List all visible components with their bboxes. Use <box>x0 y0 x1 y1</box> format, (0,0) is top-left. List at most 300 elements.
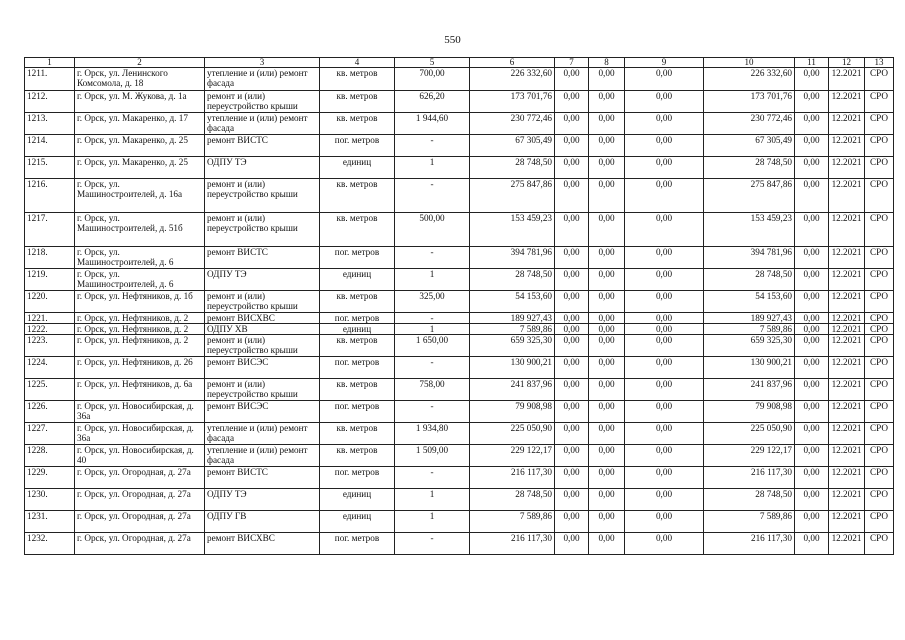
quantity-cell: - <box>395 247 470 269</box>
column-header: 11 <box>795 58 829 68</box>
cost-cell: 0,00 <box>625 135 704 157</box>
unit-cell: кв. метров <box>320 179 395 213</box>
completion-date-cell: 12.2021 <box>829 423 865 445</box>
cost-cell: 0,00 <box>795 179 829 213</box>
column-header: 2 <box>75 58 205 68</box>
repair-schedule-table <box>24 57 894 555</box>
unit-cell: кв. метров <box>320 113 395 135</box>
quantity-cell: 758,00 <box>395 379 470 401</box>
address-cell: г. Орск, ул. Макаренко, д. 25 <box>75 135 205 157</box>
cost-cell: 0,00 <box>555 269 589 291</box>
cost-cell: 0,00 <box>795 68 829 91</box>
cost-cell: 0,00 <box>555 291 589 313</box>
cost-cell: 0,00 <box>795 313 829 324</box>
fund-cost-cell: 173 701,76 <box>704 91 795 113</box>
unit-cell: единиц <box>320 324 395 335</box>
fund-cost-cell: 153 459,23 <box>704 213 795 247</box>
address-cell: г. Орск, ул. Ленинского Комсомола, д. 18 <box>75 68 205 91</box>
cost-cell: 0,00 <box>625 179 704 213</box>
unit-cell: пог. метров <box>320 313 395 324</box>
row-number: 1220. <box>25 291 75 313</box>
fund-cost-cell: 67 305,49 <box>704 135 795 157</box>
fund-cost-cell: 226 332,60 <box>704 68 795 91</box>
cost-cell: 0,00 <box>555 91 589 113</box>
funding-source-cell: СРО <box>865 379 894 401</box>
funding-source-cell: СРО <box>865 113 894 135</box>
table-row <box>25 179 894 213</box>
column-header: 5 <box>395 58 470 68</box>
row-number: 1230. <box>25 489 75 511</box>
fund-cost-cell: 28 748,50 <box>704 489 795 511</box>
quantity-cell: 1 509,00 <box>395 445 470 467</box>
cost-cell: 0,00 <box>555 335 589 357</box>
column-header: 7 <box>555 58 589 68</box>
total-cost-cell: 275 847,86 <box>470 179 555 213</box>
cost-cell: 0,00 <box>555 533 589 555</box>
cost-cell: 0,00 <box>589 213 625 247</box>
cost-cell: 0,00 <box>589 511 625 533</box>
funding-source-cell: СРО <box>865 533 894 555</box>
funding-source-cell: СРО <box>865 247 894 269</box>
cost-cell: 0,00 <box>625 467 704 489</box>
cost-cell: 0,00 <box>555 511 589 533</box>
quantity-cell: - <box>395 313 470 324</box>
row-number: 1229. <box>25 467 75 489</box>
work-type-cell: ремонт ВИСЭС <box>205 357 320 379</box>
cost-cell: 0,00 <box>795 291 829 313</box>
quantity-cell: 1 <box>395 489 470 511</box>
fund-cost-cell: 225 050,90 <box>704 423 795 445</box>
cost-cell: 0,00 <box>589 179 625 213</box>
work-type-cell: ОДПУ ТЭ <box>205 489 320 511</box>
funding-source-cell: СРО <box>865 467 894 489</box>
fund-cost-cell: 216 117,30 <box>704 467 795 489</box>
work-type-cell: утепление и (или) ремонт фасада <box>205 423 320 445</box>
completion-date-cell: 12.2021 <box>829 313 865 324</box>
quantity-cell: 626,20 <box>395 91 470 113</box>
cost-cell: 0,00 <box>555 247 589 269</box>
row-number: 1213. <box>25 113 75 135</box>
cost-cell: 0,00 <box>555 489 589 511</box>
fund-cost-cell: 54 153,60 <box>704 291 795 313</box>
cost-cell: 0,00 <box>589 423 625 445</box>
cost-cell: 0,00 <box>795 533 829 555</box>
cost-cell: 0,00 <box>589 135 625 157</box>
total-cost-cell: 67 305,49 <box>470 135 555 157</box>
address-cell: г. Орск, ул. Огородная, д. 27а <box>75 511 205 533</box>
table-row <box>25 335 894 357</box>
row-number: 1221. <box>25 313 75 324</box>
unit-cell: пог. метров <box>320 135 395 157</box>
fund-cost-cell: 241 837,96 <box>704 379 795 401</box>
unit-cell: пог. метров <box>320 247 395 269</box>
cost-cell: 0,00 <box>589 489 625 511</box>
total-cost-cell: 153 459,23 <box>470 213 555 247</box>
fund-cost-cell: 28 748,50 <box>704 269 795 291</box>
total-cost-cell: 216 117,30 <box>470 467 555 489</box>
total-cost-cell: 28 748,50 <box>470 157 555 179</box>
unit-cell: кв. метров <box>320 91 395 113</box>
table-row <box>25 533 894 555</box>
cost-cell: 0,00 <box>589 467 625 489</box>
cost-cell: 0,00 <box>625 269 704 291</box>
unit-cell: единиц <box>320 489 395 511</box>
table-row <box>25 379 894 401</box>
funding-source-cell: СРО <box>865 135 894 157</box>
cost-cell: 0,00 <box>555 68 589 91</box>
total-cost-cell: 226 332,60 <box>470 68 555 91</box>
cost-cell: 0,00 <box>589 379 625 401</box>
funding-source-cell: СРО <box>865 91 894 113</box>
unit-cell: кв. метров <box>320 213 395 247</box>
funding-source-cell: СРО <box>865 401 894 423</box>
page-number: 550 <box>444 34 461 46</box>
column-header: 6 <box>470 58 555 68</box>
cost-cell: 0,00 <box>555 423 589 445</box>
address-cell: г. Орск, ул. Новосибирская, д. 36а <box>75 401 205 423</box>
cost-cell: 0,00 <box>555 179 589 213</box>
work-type-cell: ОДПУ ТЭ <box>205 157 320 179</box>
address-cell: г. Орск, ул. Машиностроителей, д. 6 <box>75 269 205 291</box>
row-number: 1218. <box>25 247 75 269</box>
quantity-cell: 500,00 <box>395 213 470 247</box>
completion-date-cell: 12.2021 <box>829 489 865 511</box>
total-cost-cell: 28 748,50 <box>470 489 555 511</box>
completion-date-cell: 12.2021 <box>829 533 865 555</box>
table-row <box>25 401 894 423</box>
cost-cell: 0,00 <box>589 357 625 379</box>
work-type-cell: ремонт ВИСХВС <box>205 313 320 324</box>
completion-date-cell: 12.2021 <box>829 335 865 357</box>
unit-cell: кв. метров <box>320 445 395 467</box>
cost-cell: 0,00 <box>625 157 704 179</box>
quantity-cell: 700,00 <box>395 68 470 91</box>
cost-cell: 0,00 <box>555 467 589 489</box>
fund-cost-cell: 659 325,30 <box>704 335 795 357</box>
address-cell: г. Орск, ул. Новосибирская, д. 36а <box>75 423 205 445</box>
unit-cell: кв. метров <box>320 379 395 401</box>
completion-date-cell: 12.2021 <box>829 247 865 269</box>
address-cell: г. Орск, ул. Новосибирская, д. 40 <box>75 445 205 467</box>
table-row <box>25 135 894 157</box>
fund-cost-cell: 230 772,46 <box>704 113 795 135</box>
cost-cell: 0,00 <box>625 379 704 401</box>
completion-date-cell: 12.2021 <box>829 157 865 179</box>
quantity-cell: - <box>395 533 470 555</box>
cost-cell: 0,00 <box>589 68 625 91</box>
total-cost-cell: 241 837,96 <box>470 379 555 401</box>
table-row <box>25 291 894 313</box>
cost-cell: 0,00 <box>795 401 829 423</box>
address-cell: г. Орск, ул. Макаренко, д. 25 <box>75 157 205 179</box>
work-type-cell: ремонт и (или) переустройство крыши <box>205 213 320 247</box>
completion-date-cell: 12.2021 <box>829 179 865 213</box>
table-row <box>25 113 894 135</box>
column-header: 12 <box>829 58 865 68</box>
cost-cell: 0,00 <box>555 135 589 157</box>
funding-source-cell: СРО <box>865 324 894 335</box>
completion-date-cell: 12.2021 <box>829 401 865 423</box>
work-type-cell: ОДПУ ТЭ <box>205 269 320 291</box>
cost-cell: 0,00 <box>589 247 625 269</box>
cost-cell: 0,00 <box>589 313 625 324</box>
completion-date-cell: 12.2021 <box>829 135 865 157</box>
row-number: 1219. <box>25 269 75 291</box>
cost-cell: 0,00 <box>795 247 829 269</box>
quantity-cell: 1 934,80 <box>395 423 470 445</box>
table-row <box>25 157 894 179</box>
fund-cost-cell: 28 748,50 <box>704 157 795 179</box>
table-row <box>25 489 894 511</box>
total-cost-cell: 28 748,50 <box>470 269 555 291</box>
cost-cell: 0,00 <box>555 157 589 179</box>
address-cell: г. Орск, ул. Машиностроителей, д. 16а <box>75 179 205 213</box>
row-number: 1214. <box>25 135 75 157</box>
cost-cell: 0,00 <box>589 269 625 291</box>
row-number: 1222. <box>25 324 75 335</box>
total-cost-cell: 79 908,98 <box>470 401 555 423</box>
cost-cell: 0,00 <box>625 489 704 511</box>
cost-cell: 0,00 <box>795 157 829 179</box>
total-cost-cell: 173 701,76 <box>470 91 555 113</box>
row-number: 1225. <box>25 379 75 401</box>
cost-cell: 0,00 <box>589 324 625 335</box>
cost-cell: 0,00 <box>625 445 704 467</box>
cost-cell: 0,00 <box>625 113 704 135</box>
total-cost-cell: 7 589,86 <box>470 324 555 335</box>
quantity-cell: 1 650,00 <box>395 335 470 357</box>
table-row <box>25 313 894 324</box>
total-cost-cell: 229 122,17 <box>470 445 555 467</box>
cost-cell: 0,00 <box>555 113 589 135</box>
cost-cell: 0,00 <box>795 357 829 379</box>
cost-cell: 0,00 <box>589 335 625 357</box>
unit-cell: кв. метров <box>320 68 395 91</box>
fund-cost-cell: 275 847,86 <box>704 179 795 213</box>
funding-source-cell: СРО <box>865 291 894 313</box>
row-number: 1232. <box>25 533 75 555</box>
cost-cell: 0,00 <box>555 401 589 423</box>
cost-cell: 0,00 <box>795 269 829 291</box>
cost-cell: 0,00 <box>625 68 704 91</box>
table-body <box>25 58 894 555</box>
work-type-cell: утепление и (или) ремонт фасада <box>205 445 320 467</box>
cost-cell: 0,00 <box>625 324 704 335</box>
column-header-row <box>25 58 894 68</box>
cost-cell: 0,00 <box>625 291 704 313</box>
completion-date-cell: 12.2021 <box>829 511 865 533</box>
cost-cell: 0,00 <box>625 401 704 423</box>
fund-cost-cell: 7 589,86 <box>704 324 795 335</box>
total-cost-cell: 230 772,46 <box>470 113 555 135</box>
total-cost-cell: 130 900,21 <box>470 357 555 379</box>
row-number: 1231. <box>25 511 75 533</box>
total-cost-cell: 189 927,43 <box>470 313 555 324</box>
work-type-cell: ремонт ВИСТС <box>205 135 320 157</box>
address-cell: г. Орск, ул. Нефтяников, д. 2 <box>75 313 205 324</box>
row-number: 1224. <box>25 357 75 379</box>
funding-source-cell: СРО <box>865 213 894 247</box>
table-row <box>25 213 894 247</box>
completion-date-cell: 12.2021 <box>829 68 865 91</box>
table-row <box>25 445 894 467</box>
address-cell: г. Орск, ул. Нефтяников, д. 26 <box>75 357 205 379</box>
column-header: 9 <box>625 58 704 68</box>
work-type-cell: ремонт и (или) переустройство крыши <box>205 335 320 357</box>
address-cell: г. Орск, ул. Нефтяников, д. 2 <box>75 324 205 335</box>
funding-source-cell: СРО <box>865 511 894 533</box>
work-type-cell: ремонт и (или) переустройство крыши <box>205 291 320 313</box>
fund-cost-cell: 229 122,17 <box>704 445 795 467</box>
fund-cost-cell: 216 117,30 <box>704 533 795 555</box>
address-cell: г. Орск, ул. Огородная, д. 27а <box>75 489 205 511</box>
quantity-cell: 325,00 <box>395 291 470 313</box>
cost-cell: 0,00 <box>625 533 704 555</box>
row-number: 1215. <box>25 157 75 179</box>
work-type-cell: утепление и (или) ремонт фасада <box>205 113 320 135</box>
row-number: 1216. <box>25 179 75 213</box>
address-cell: г. Орск, ул. М. Жукова, д. 1а <box>75 91 205 113</box>
funding-source-cell: СРО <box>865 68 894 91</box>
work-type-cell: ремонт и (или) переустройство крыши <box>205 179 320 213</box>
completion-date-cell: 12.2021 <box>829 445 865 467</box>
cost-cell: 0,00 <box>555 324 589 335</box>
cost-cell: 0,00 <box>795 489 829 511</box>
quantity-cell: - <box>395 135 470 157</box>
cost-cell: 0,00 <box>625 313 704 324</box>
unit-cell: пог. метров <box>320 357 395 379</box>
row-number: 1226. <box>25 401 75 423</box>
cost-cell: 0,00 <box>795 335 829 357</box>
cost-cell: 0,00 <box>625 511 704 533</box>
address-cell: г. Орск, ул. Огородная, д. 27а <box>75 533 205 555</box>
quantity-cell: 1 <box>395 269 470 291</box>
unit-cell: кв. метров <box>320 335 395 357</box>
funding-source-cell: СРО <box>865 179 894 213</box>
work-type-cell: утепление и (или) ремонт фасада <box>205 68 320 91</box>
completion-date-cell: 12.2021 <box>829 213 865 247</box>
cost-cell: 0,00 <box>555 379 589 401</box>
unit-cell: кв. метров <box>320 291 395 313</box>
cost-cell: 0,00 <box>625 91 704 113</box>
cost-cell: 0,00 <box>589 401 625 423</box>
cost-cell: 0,00 <box>589 533 625 555</box>
unit-cell: единиц <box>320 511 395 533</box>
cost-cell: 0,00 <box>589 113 625 135</box>
fund-cost-cell: 79 908,98 <box>704 401 795 423</box>
cost-cell: 0,00 <box>625 335 704 357</box>
cost-cell: 0,00 <box>795 324 829 335</box>
table-row <box>25 357 894 379</box>
column-header: 13 <box>865 58 894 68</box>
cost-cell: 0,00 <box>555 357 589 379</box>
funding-source-cell: СРО <box>865 423 894 445</box>
cost-cell: 0,00 <box>625 357 704 379</box>
total-cost-cell: 225 050,90 <box>470 423 555 445</box>
cost-cell: 0,00 <box>795 467 829 489</box>
row-number: 1223. <box>25 335 75 357</box>
table-row <box>25 423 894 445</box>
unit-cell: пог. метров <box>320 533 395 555</box>
row-number: 1211. <box>25 68 75 91</box>
work-type-cell: ОДПУ ГВ <box>205 511 320 533</box>
fund-cost-cell: 394 781,96 <box>704 247 795 269</box>
unit-cell: пог. метров <box>320 401 395 423</box>
cost-cell: 0,00 <box>795 423 829 445</box>
work-type-cell: ремонт ВИСЭС <box>205 401 320 423</box>
table-row <box>25 68 894 91</box>
work-type-cell: ОДПУ ХВ <box>205 324 320 335</box>
address-cell: г. Орск, ул. Нефтяников, д. 2 <box>75 335 205 357</box>
column-header: 1 <box>25 58 75 68</box>
address-cell: г. Орск, ул. Нефтяников, д. 1б <box>75 291 205 313</box>
funding-source-cell: СРО <box>865 357 894 379</box>
fund-cost-cell: 189 927,43 <box>704 313 795 324</box>
total-cost-cell: 7 589,86 <box>470 511 555 533</box>
work-type-cell: ремонт ВИСТС <box>205 247 320 269</box>
quantity-cell: 1 <box>395 511 470 533</box>
cost-cell: 0,00 <box>555 445 589 467</box>
column-header: 8 <box>589 58 625 68</box>
completion-date-cell: 12.2021 <box>829 357 865 379</box>
cost-cell: 0,00 <box>555 213 589 247</box>
cost-cell: 0,00 <box>625 213 704 247</box>
quantity-cell: 1 944,60 <box>395 113 470 135</box>
funding-source-cell: СРО <box>865 335 894 357</box>
quantity-cell: - <box>395 357 470 379</box>
address-cell: г. Орск, ул. Машиностроителей, д. 51б <box>75 213 205 247</box>
completion-date-cell: 12.2021 <box>829 291 865 313</box>
row-number: 1217. <box>25 213 75 247</box>
funding-source-cell: СРО <box>865 157 894 179</box>
total-cost-cell: 54 153,60 <box>470 291 555 313</box>
address-cell: г. Орск, ул. Огородная, д. 27а <box>75 467 205 489</box>
funding-source-cell: СРО <box>865 445 894 467</box>
quantity-cell: - <box>395 467 470 489</box>
row-number: 1227. <box>25 423 75 445</box>
unit-cell: единиц <box>320 269 395 291</box>
funding-source-cell: СРО <box>865 313 894 324</box>
total-cost-cell: 659 325,30 <box>470 335 555 357</box>
table-row <box>25 91 894 113</box>
table-row <box>25 247 894 269</box>
cost-cell: 0,00 <box>589 291 625 313</box>
work-type-cell: ремонт ВИСХВС <box>205 533 320 555</box>
cost-cell: 0,00 <box>555 313 589 324</box>
quantity-cell: - <box>395 179 470 213</box>
total-cost-cell: 216 117,30 <box>470 533 555 555</box>
cost-cell: 0,00 <box>795 511 829 533</box>
table-row <box>25 511 894 533</box>
row-number: 1228. <box>25 445 75 467</box>
table-row <box>25 269 894 291</box>
cost-cell: 0,00 <box>795 135 829 157</box>
completion-date-cell: 12.2021 <box>829 467 865 489</box>
cost-cell: 0,00 <box>795 379 829 401</box>
unit-cell: единиц <box>320 157 395 179</box>
row-number: 1212. <box>25 91 75 113</box>
work-type-cell: ремонт и (или) переустройство крыши <box>205 379 320 401</box>
cost-cell: 0,00 <box>625 247 704 269</box>
completion-date-cell: 12.2021 <box>829 113 865 135</box>
column-header: 10 <box>704 58 795 68</box>
cost-cell: 0,00 <box>795 445 829 467</box>
cost-cell: 0,00 <box>625 423 704 445</box>
total-cost-cell: 394 781,96 <box>470 247 555 269</box>
completion-date-cell: 12.2021 <box>829 324 865 335</box>
table-row <box>25 324 894 335</box>
quantity-cell: 1 <box>395 157 470 179</box>
